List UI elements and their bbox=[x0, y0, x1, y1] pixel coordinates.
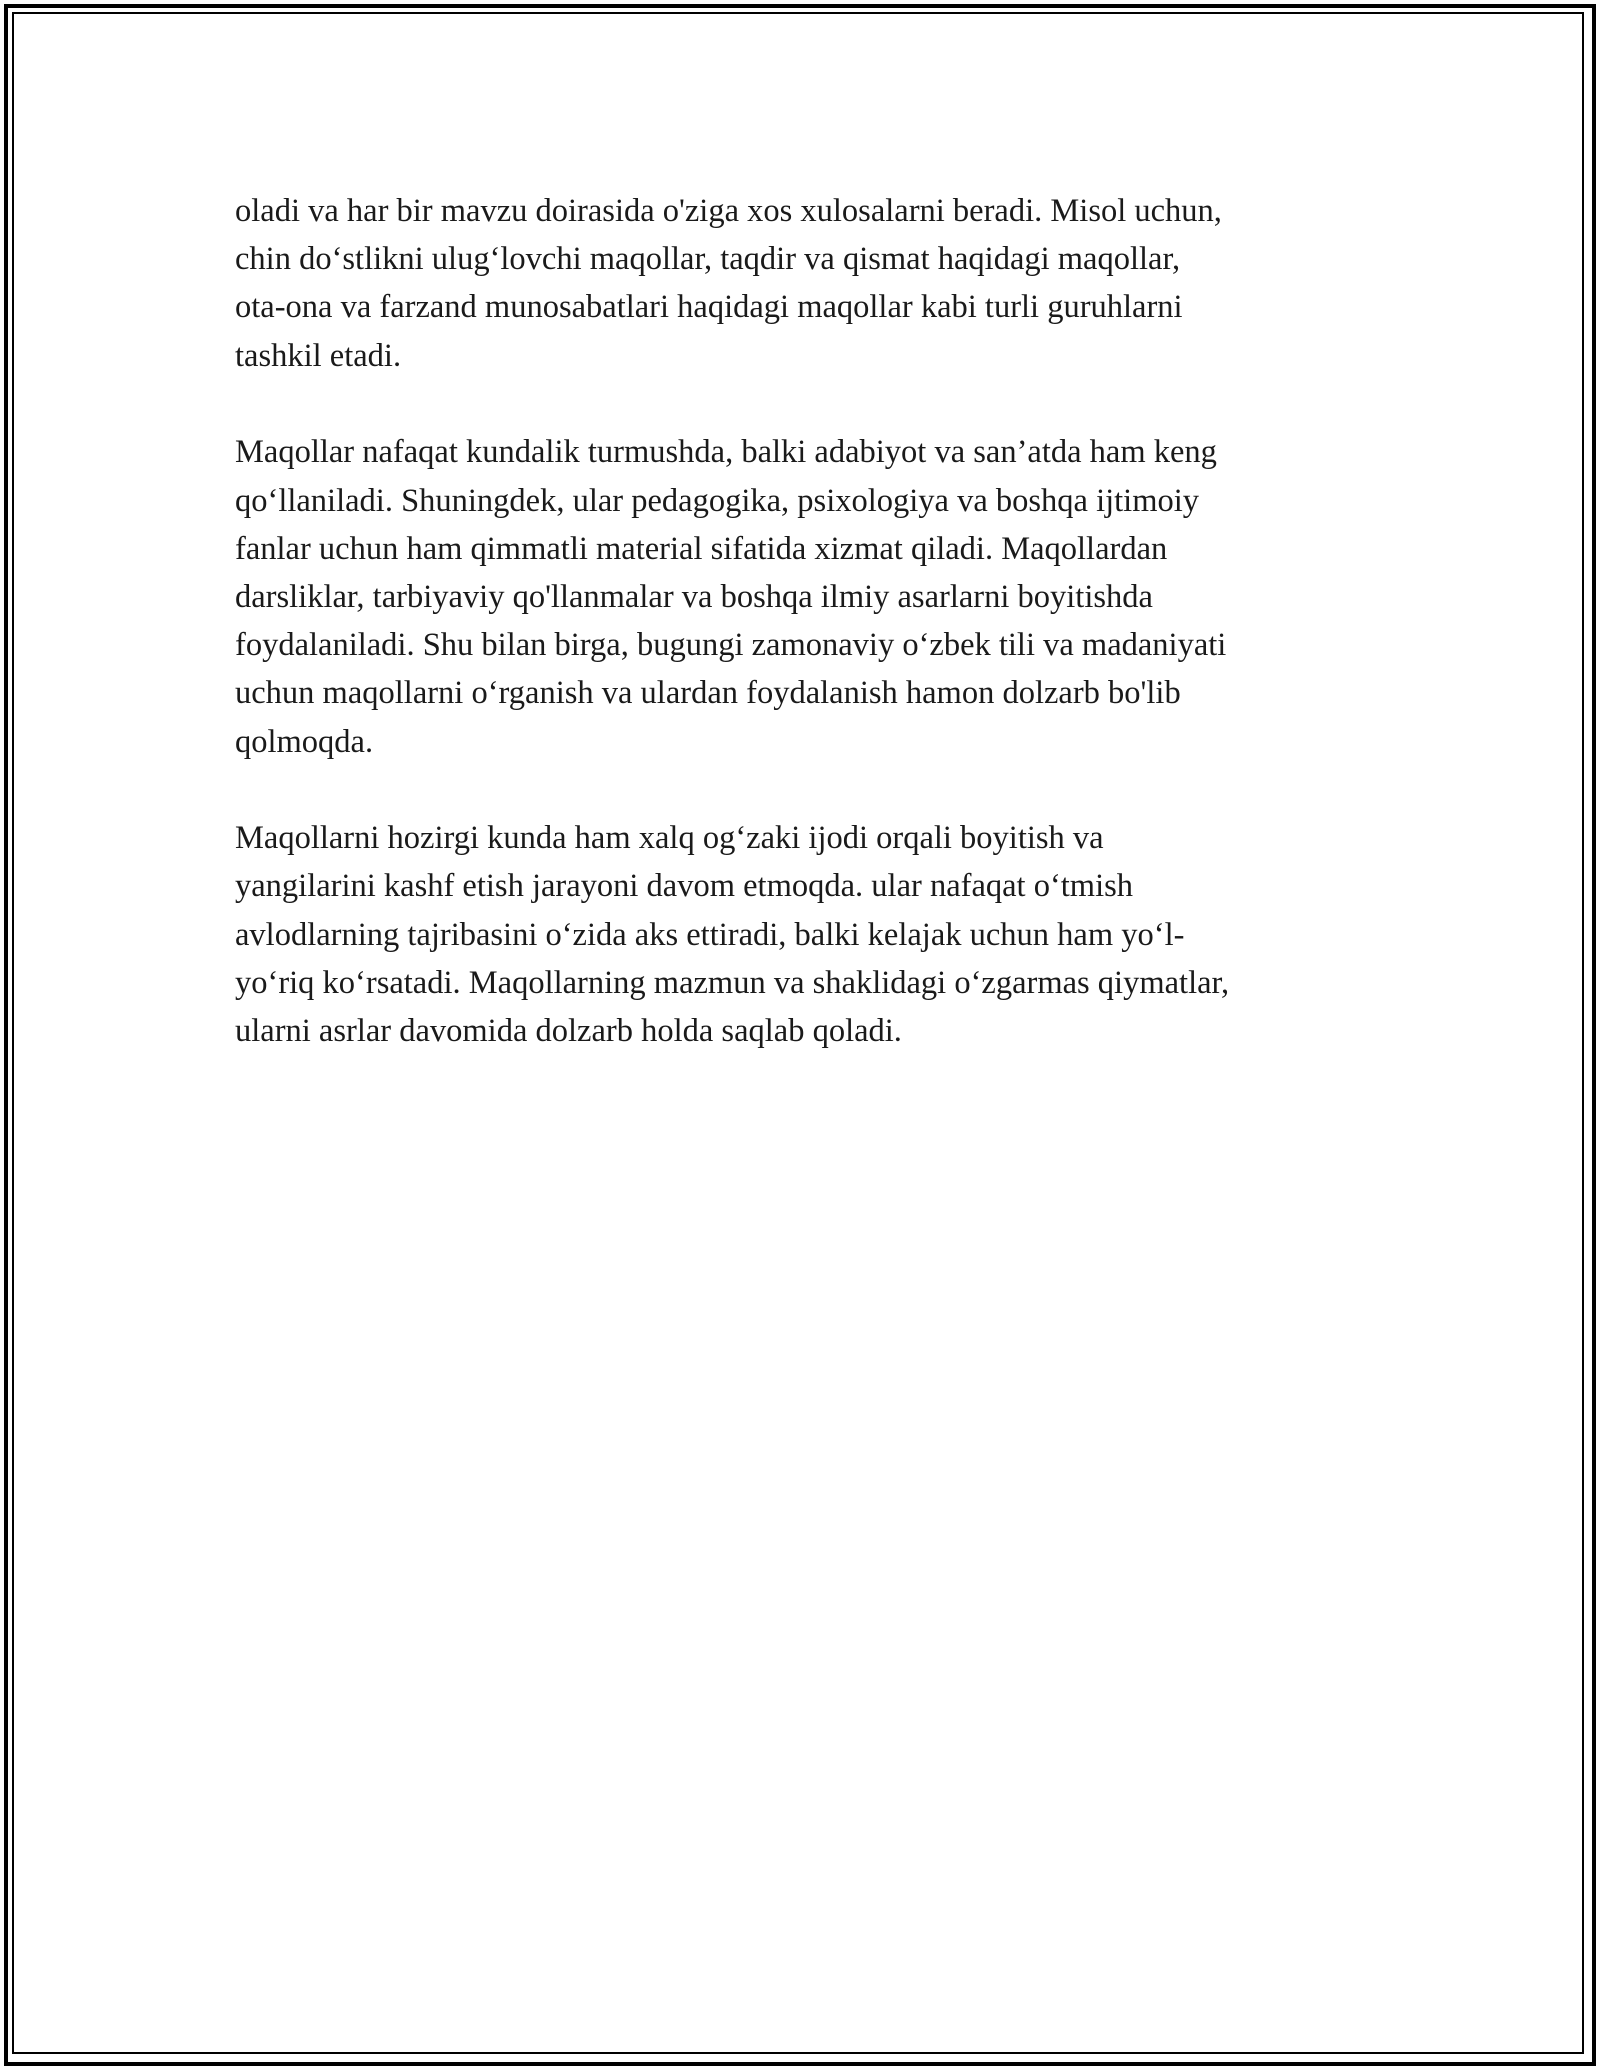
document-body bbox=[235, 187, 1370, 1104]
paragraph-2: Maqollar nafaqat kundalik turmushda, balki adabiyot va san’atda ham keng qo‘llaniladi. Shuningdek, ular pedagogika, psixologiya va boshqa ijtimoiy fanlar uchun ham qimmatli material sifatida xizmat qiladi. Maqollardan darsliklar, tarbiyaviy qo'llanmalar va boshqa ilmiy asarlarni boyitishda foydalaniladi. Shu bilan birga, bugungi zamonaviy o‘zbek tili va madaniyati uchun maqollarni o‘rganish va ulardan foydalanish hamon dolzarb bo'lib qolmoqda. bbox=[235, 434, 1227, 760]
paragraph-3: Maqollarni hozirgi kunda ham xalq og‘zaki ijodi orqali boyitish va yangilarini kashf etish jarayoni davom etmoqda. ular nafaqat o‘tmish avlodlarning tajribasini o‘zida aks ettiradi, balki kelajak uchun ham yo‘l- yo‘riq ko‘rsatadi. Maqollarning mazmun va shaklidagi o‘zgarmas qiymatlar, ularni asrlar davomida dolzarb holda saqlab qoladi. bbox=[235, 820, 1230, 1050]
paragraph-1: oladi va har bir mavzu doirasida o'ziga xos xulosalarni beradi. Misol uchun, chin do‘stlikni ulug‘lovchi maqollar, taqdir va qismat haqidagi maqollar, ota-ona va farzand munosabatlari haqidagi maqollar kabi turli guruhlarni tashkil etadi. bbox=[235, 193, 1222, 374]
